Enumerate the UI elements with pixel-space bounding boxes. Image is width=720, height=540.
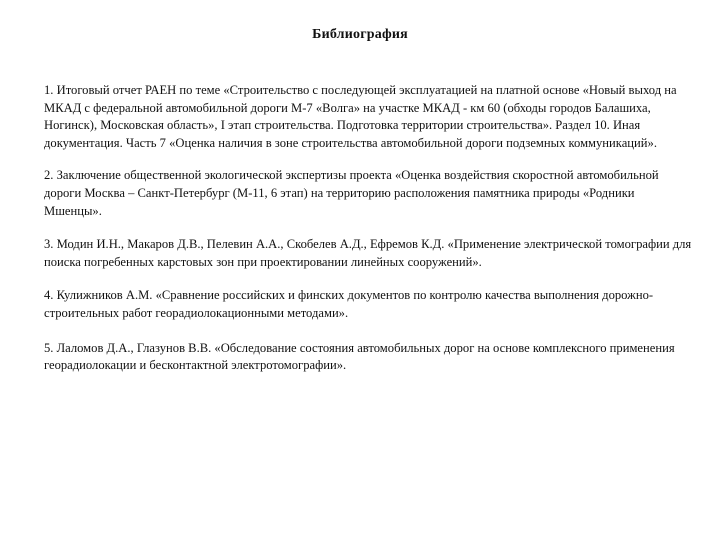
bibliography-item: 5. Лаломов Д.А., Глазунов В.В. «Обследование состояния автомобильных дорог на основе комплексного применения георадиолокации и бесконтактной электротомографии».: [44, 340, 675, 373]
bibliography-item: 1. Итоговый отчет РАЕН по теме «Строительство с последующей эксплуатацией на платной основе «Новый выход на МКАД с федеральной автомобильной дороги М-7 «Волга» на участке МКАД - км 60 (обходы городов Балашиха, Ногинск), Московская область», I этап строительства. Подготовка территории строительства». Раздел 10. Иная документация. Часть 7 «Оценка наличия в зоне строительства автомобильной дороги подземных коммуникаций».: [44, 83, 677, 150]
bibliography-item: 3. Модин И.Н., Макаров Д.В., Пелевин А.А., Скобелев А.Д., Ефремов К.Д. «Применение электрической томографии для поиска погребенных карстовых зон при проектировании линейных сооружений».: [44, 237, 692, 269]
page-title: Библиография: [312, 27, 408, 42]
bibliography-item: 2. Заключение общественной экологической экспертизы проекта «Оценка воздействия скоростной автомобильной дороги Москва – Санкт-Петербург (М-11, 6 этап) на территорию расположения памятника природы «Родники Мшенцы».: [44, 168, 659, 218]
bibliography-list: [44, 82, 694, 390]
bibliography-item: 4. Кулижников А.М. «Сравнение российских и финских документов по контролю качества выполнения дорожно-строительных работ георадиолокационными методами».: [44, 288, 654, 320]
